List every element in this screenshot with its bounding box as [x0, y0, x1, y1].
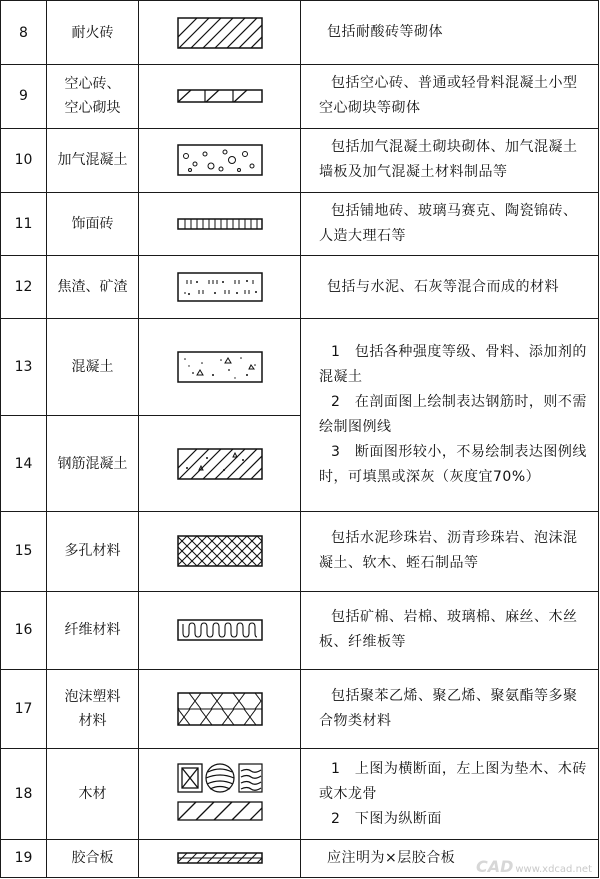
- wood-log-icon: [206, 764, 234, 792]
- table-row: [1, 1, 599, 65]
- note-1: 1 包括各种强度等级、骨料、添加剂的混凝土: [319, 344, 587, 386]
- table-row: [1, 192, 599, 255]
- shared-notes: [301, 319, 599, 512]
- wave-box-icon: [177, 619, 263, 641]
- table-row: [1, 669, 599, 748]
- row-number: 18: [1, 749, 47, 839]
- note-3: 3 断面图形较小，不易绘制表达图例线时，可填黑或深灰（灰度宜70%）: [319, 444, 587, 486]
- watermark: [476, 857, 592, 876]
- wood-longitudinal-icon: [178, 802, 262, 820]
- watermark-logo: CAD: [475, 857, 514, 876]
- material-desc: 包括聚苯乙烯、聚乙烯、聚氨酯等多聚合物类材料: [301, 669, 599, 748]
- row-number: 14: [1, 415, 47, 511]
- thin-hatched-strip-icon: [177, 89, 263, 103]
- material-desc: 应注明为×层胶合板: [301, 839, 599, 877]
- row-number: 9: [1, 65, 47, 128]
- row-number: 10: [1, 128, 47, 192]
- material-desc: 包括耐酸砖等砌体: [301, 1, 599, 65]
- material-name: 胶合板: [47, 839, 139, 877]
- bubbles-box-icon: [177, 144, 263, 176]
- row-number: 17: [1, 669, 47, 748]
- table-row: [1, 512, 599, 591]
- material-name: 耐火砖: [47, 1, 139, 65]
- row-number: 12: [1, 256, 47, 319]
- row-number: 19: [1, 839, 47, 877]
- material-desc: 包括铺地砖、玻璃马赛克、陶瓷锦砖、人造大理石等: [301, 192, 599, 255]
- tile-strip-icon: [177, 218, 263, 230]
- table-row: [1, 749, 599, 839]
- crosshatch-box-icon: [177, 535, 263, 567]
- row-number: 8: [1, 1, 47, 65]
- material-name-line1: 泡沫塑料: [64, 689, 121, 706]
- material-desc: 包括水泥珍珠岩、沥青珍珠岩、泡沫混凝土、软木、蛭石制品等: [301, 512, 599, 591]
- material-desc: 包括矿棉、岩棉、玻璃棉、麻丝、木丝板、纤维板等: [301, 591, 599, 669]
- material-name-line2: 空心砌块: [64, 100, 121, 117]
- reinforced-concrete-box-icon: [177, 448, 263, 480]
- concrete-box-icon: [177, 351, 263, 383]
- material-name: 钢筋混凝土: [47, 415, 139, 511]
- wood-grain-icon: [239, 764, 262, 792]
- material-desc: 包括与水泥、石灰等混合而成的材料: [301, 256, 599, 319]
- note-2: 2 在剖面图上绘制表达钢筋时，则不需绘制图例线: [319, 394, 587, 436]
- wood-notes: [301, 749, 599, 839]
- watermark-url: www.xdcad.net: [515, 864, 592, 875]
- material-name: 饰面砖: [47, 192, 139, 255]
- material-name: 混凝土: [47, 319, 139, 415]
- table-row: [1, 319, 599, 415]
- material-name: 纤维材料: [47, 591, 139, 669]
- material-name-line2: 材料: [78, 713, 107, 730]
- material-name: 多孔材料: [47, 512, 139, 591]
- note-1: 1 上图为横断面，左上图为垫木、木砖或木龙骨: [319, 760, 587, 802]
- wood-block-cross-icon: [178, 764, 202, 792]
- table-row: [1, 591, 599, 669]
- row-number: 11: [1, 192, 47, 255]
- material-name: 焦渣、矿渣: [47, 256, 139, 319]
- material-name-line1: 空心砖、: [64, 76, 121, 93]
- row-number: 13: [1, 319, 47, 415]
- table-row: [1, 65, 599, 128]
- material-name: 加气混凝土: [47, 128, 139, 192]
- wood-icon: [175, 762, 265, 826]
- row-number: 16: [1, 591, 47, 669]
- material-desc: 包括空心砖、普通或轻骨料混凝土小型空心砌块等砌体: [301, 65, 599, 128]
- slag-box-icon: [177, 272, 263, 302]
- hatch-box-icon: [177, 17, 263, 49]
- material-desc: 包括加气混凝土砌块砌体、加气混凝土墙板及加气混凝土材料制品等: [301, 128, 599, 192]
- hexagon-box-icon: [177, 692, 263, 726]
- note-2: 2 下图为纵断面: [331, 810, 442, 827]
- material-name: 木材: [47, 749, 139, 839]
- table-row: [1, 256, 599, 319]
- table-row: [1, 128, 599, 192]
- plywood-strip-icon: [177, 852, 263, 864]
- row-number: 15: [1, 512, 47, 591]
